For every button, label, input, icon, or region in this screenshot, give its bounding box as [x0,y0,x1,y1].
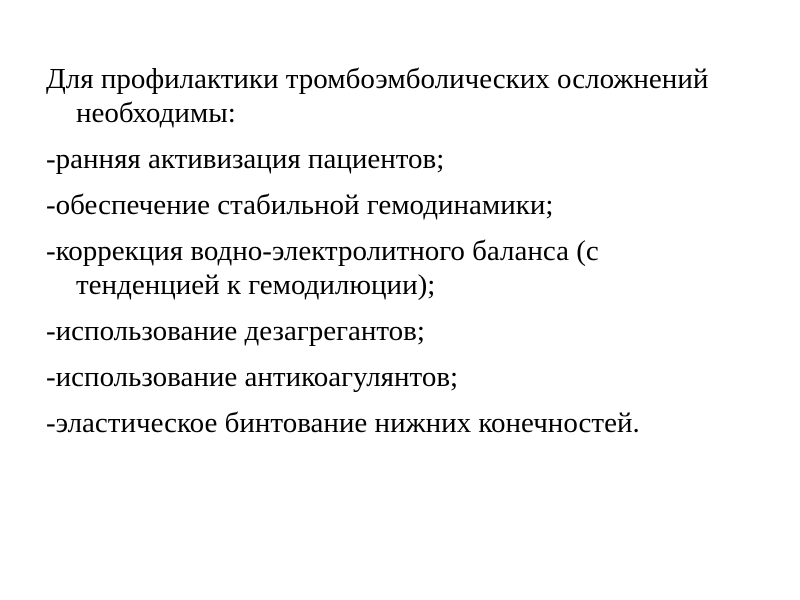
list-item: -обеспечение стабильной гемодинамики; [46,189,554,221]
list-item: -эластическое бинтование нижних конечностей. [46,407,640,439]
intro-paragraph: Для профилактики тромбоэмболических осложнений необходимы: [46,63,709,129]
list-item: -использование антикоагулянтов; [46,361,459,393]
list-item: -ранняя активизация пациентов; [46,143,445,175]
list-item: -использование дезагрегантов; [46,315,425,347]
slide-text-body [46,62,746,452]
list-item: -коррекция водно-электролитного баланса (с тенденцией к гемодилюции); [46,235,599,301]
